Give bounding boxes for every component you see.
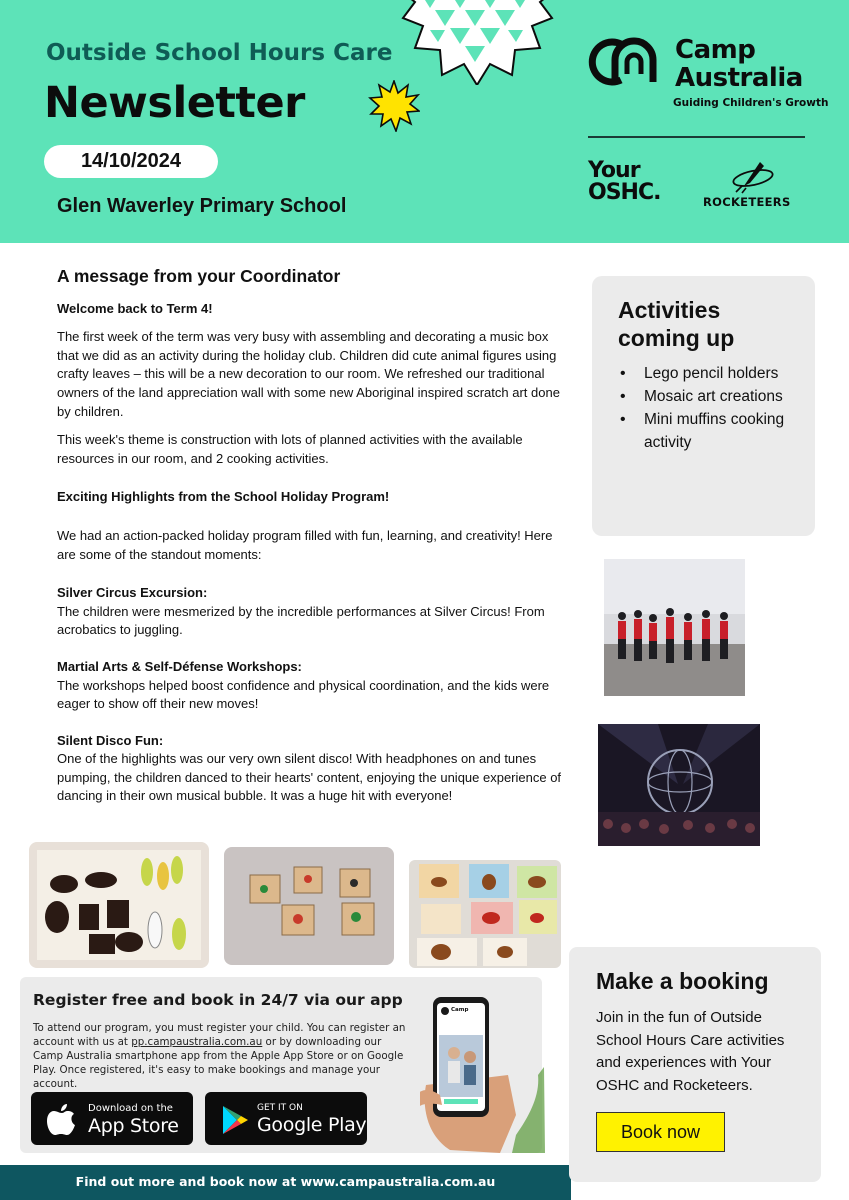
highlight-title: Silver Circus Excursion: bbox=[57, 585, 208, 601]
booking-card bbox=[569, 947, 821, 1182]
activity-item: • Mosaic art creations bbox=[618, 385, 797, 408]
activity-item: • Lego pencil holders bbox=[618, 362, 797, 385]
circus-photo bbox=[598, 724, 760, 846]
article-paragraph: This week's theme is construction with lots of planned activities with the available resources in our room, and 2 cooking activities. bbox=[57, 432, 523, 466]
logo-wordmark: Camp Australia bbox=[675, 35, 803, 93]
highlight-item bbox=[57, 658, 572, 714]
header-subtitle: Outside School Hours Care bbox=[46, 40, 393, 66]
your-oshc-logo: Your OSHC. bbox=[588, 158, 661, 205]
highlight-text: One of the highlights was our very own silent disco! With headphones on and tunes pumping, the children danced to their hearts' content, enjoying the unique experience of dancing in their own musical bubble. It was a huge hit with everyone! bbox=[57, 751, 562, 804]
register-app-panel bbox=[20, 977, 542, 1153]
newsletter-header bbox=[0, 0, 849, 243]
triangle-pattern-decoration bbox=[400, 0, 555, 85]
google-play-big-text: Google Play bbox=[257, 1114, 367, 1136]
martial-arts-photo bbox=[604, 559, 745, 696]
activities-title: Activities coming up bbox=[618, 297, 735, 351]
coordinator-message bbox=[57, 267, 572, 806]
phone-app-logo: Camp bbox=[451, 1007, 469, 1013]
highlight-text: The children were mesmerized by the incredible performances at Silver Circus! From acrobatics to juggling. bbox=[57, 603, 545, 638]
google-play-small-text: GET IT ON bbox=[257, 1103, 303, 1113]
starburst-decoration bbox=[368, 80, 420, 132]
booking-text: Join in the fun of Outside School Hours Care activities and experiences with Your OSHC and Rocketeers. bbox=[596, 1009, 785, 1095]
highlight-item bbox=[57, 732, 572, 806]
article-heading: A message from your Coordinator bbox=[57, 266, 341, 286]
phone-in-hand-illustration bbox=[420, 995, 545, 1153]
page-title: Newsletter bbox=[44, 78, 305, 128]
register-title: Register free and book in 24/7 via our app bbox=[33, 991, 403, 1009]
highlight-title: Silent Disco Fun: bbox=[57, 732, 164, 748]
camp-australia-logo-icon bbox=[585, 34, 669, 90]
activities-card bbox=[592, 276, 815, 536]
book-now-button[interactable]: Book now bbox=[596, 1112, 725, 1152]
header-divider bbox=[588, 136, 805, 138]
welcome-line: Welcome back to Term 4! bbox=[57, 300, 213, 316]
music-boxes-photo bbox=[224, 847, 394, 965]
camp-australia-logo bbox=[585, 34, 829, 114]
google-play-icon bbox=[221, 1105, 249, 1135]
activities-list bbox=[618, 362, 797, 454]
scratch-art-wall-photo bbox=[29, 842, 209, 968]
newsletter-date: 14/10/2024 bbox=[44, 145, 218, 178]
leaf-animals-photo bbox=[409, 860, 561, 968]
register-text: To attend our program, you must register your child. You can register an account with us at pp.campaustralia.com.au or by downloading our Camp Australia smartphone app from the Apple App Store or on Google Play. Once registered, it's easy to make bookings and manage your account. bbox=[33, 1022, 406, 1090]
rocketeers-logo: ROCKETEERS bbox=[703, 195, 791, 209]
apple-icon bbox=[47, 1102, 77, 1136]
logo-tagline: Guiding Children's Growth bbox=[673, 97, 829, 109]
footer-banner[interactable]: Find out more and book now at www.campaustralia.com.au bbox=[0, 1165, 571, 1200]
highlight-text: The workshops helped boost confidence and physical coordination, and the kids were eager to show off their new moves! bbox=[57, 677, 550, 712]
highlights-heading: Exciting Highlights from the School Holiday Program! bbox=[57, 489, 390, 505]
app-store-big-text: App Store bbox=[88, 1115, 179, 1137]
app-store-button[interactable] bbox=[31, 1092, 193, 1145]
rocket-icon bbox=[730, 160, 776, 194]
booking-title: Make a booking bbox=[596, 968, 769, 994]
article-paragraph: The first week of the term was very busy with assembling and decorating a music box that we did as an activity during the holiday club. Children did cute animal figures using crafty leaves – this will be a new decoration to our room. We refreshed our traditional owners of the land appreciation wall with some new Aboriginal inspired scratch art done by children. bbox=[57, 329, 560, 419]
school-name: Glen Waverley Primary School bbox=[57, 195, 347, 217]
highlight-title: Martial Arts & Self-Défense Workshops: bbox=[57, 658, 302, 674]
register-link[interactable]: pp.campaustralia.com.au bbox=[131, 1036, 263, 1048]
highlights-intro: We had an action-packed holiday program filled with fun, learning, and creativity! Here are some of the standout moments: bbox=[57, 527, 553, 562]
highlight-item bbox=[57, 584, 572, 640]
app-store-small-text: Download on the bbox=[88, 1103, 173, 1114]
google-play-button[interactable] bbox=[205, 1092, 367, 1145]
activity-item: • Mini muffins cooking activity bbox=[618, 408, 797, 454]
